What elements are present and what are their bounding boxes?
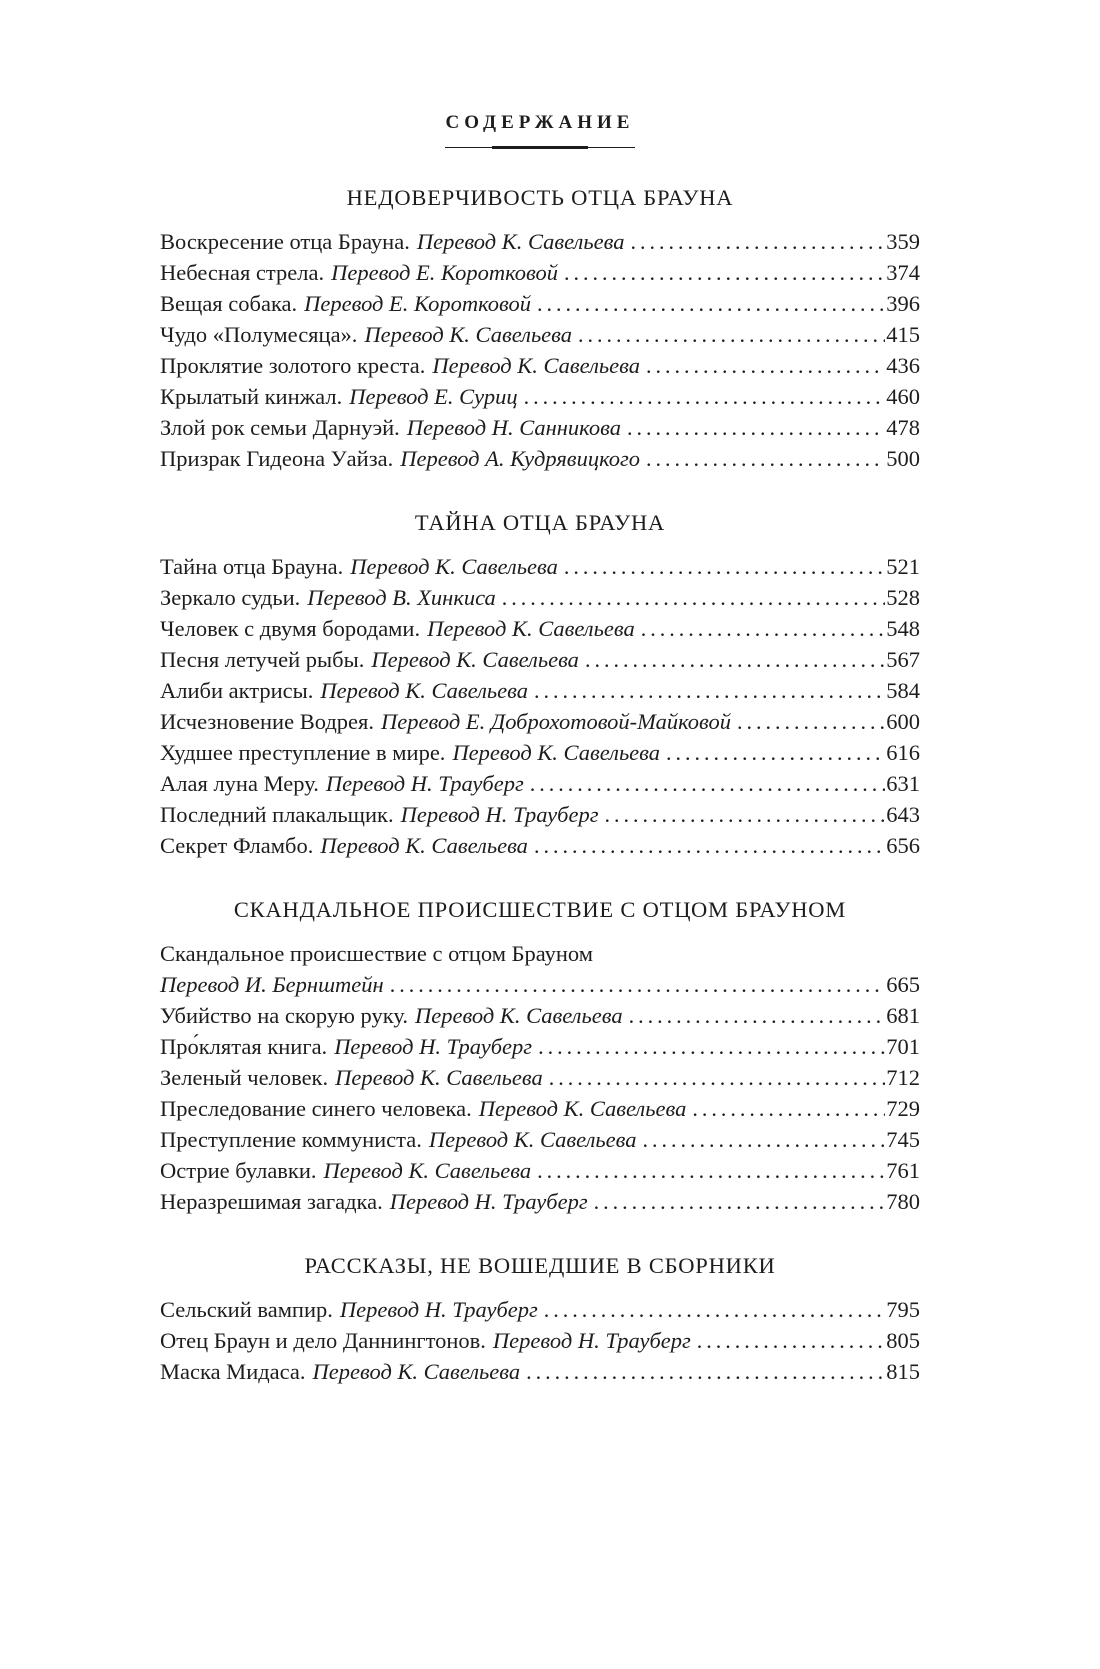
entry-translator: Перевод К. Савельева: [350, 554, 558, 579]
dot-leader: [564, 551, 885, 582]
dot-leader: [627, 412, 885, 443]
dot-leader: [549, 1062, 886, 1093]
toc-entry: [160, 768, 920, 799]
toc-entry: [160, 226, 920, 257]
toc-entry: [160, 799, 920, 830]
entry-title: Убийство на скорую руку.: [160, 1003, 408, 1028]
entry-title: Злой рок семьи Дарнуэй.: [160, 415, 400, 440]
entry-title: Зеркало судьи.: [160, 585, 301, 610]
dot-leader: [526, 1356, 885, 1387]
entry-translator: Перевод К. Савельева: [320, 833, 528, 858]
dot-leader: [534, 830, 885, 861]
entry-translator: Перевод К. Савельева: [312, 1359, 521, 1384]
page-number: 643: [886, 802, 920, 827]
dot-leader: [646, 350, 885, 381]
entry-translator: Перевод Н. Трауберг: [334, 1034, 533, 1059]
entry-title: Неразрешимая загадка.: [160, 1189, 383, 1214]
entry-title: Чудо «Полумесяца».: [160, 322, 358, 347]
dot-leader: [692, 1093, 885, 1124]
page-number: 681: [886, 1003, 920, 1028]
toc-entry: [160, 319, 920, 350]
dot-leader: [629, 1000, 886, 1031]
entry-translator: Перевод Е. Коротковой: [331, 260, 558, 285]
page-title: СОДЕРЖАНИЕ: [445, 112, 635, 133]
dot-leader: [530, 768, 886, 799]
entry-title: Зеленый человек.: [160, 1065, 329, 1090]
page-number: 528: [886, 585, 920, 610]
entry-translator: Перевод Е. Доброхотовой-Майковой: [380, 709, 731, 734]
entry-title: Песня летучей рыбы.: [160, 647, 365, 672]
toc-entry: [160, 1062, 920, 1093]
dot-leader: [578, 319, 885, 350]
toc-entry: [160, 706, 920, 737]
dot-leader: [594, 1186, 886, 1217]
toc-entry: [160, 381, 920, 412]
toc-section: [160, 185, 920, 474]
page-number: 745: [886, 1127, 920, 1152]
entry-title: Исчезновение Водрея.: [160, 709, 374, 734]
page-number: 631: [886, 771, 920, 796]
entry-title: Проклятие золотого креста.: [160, 353, 426, 378]
dot-leader: [390, 969, 886, 1000]
toc-entry: [160, 830, 920, 861]
entry-title: Небесная стрела.: [160, 260, 325, 285]
entry-translator: Перевод К. Савельева: [452, 740, 661, 765]
page-number: 548: [886, 616, 920, 641]
toc-entry: [160, 613, 920, 644]
dot-leader: [544, 1294, 885, 1325]
dot-leader: [666, 737, 885, 768]
entry-translator: Перевод К. Савельева: [478, 1096, 687, 1121]
page-number: 780: [886, 1189, 920, 1214]
page-number: 584: [886, 678, 920, 703]
page-number: 656: [886, 833, 920, 858]
entry-translator: Перевод К. Савельева: [371, 647, 579, 672]
page-number: 478: [886, 415, 920, 440]
entry-translator: Перевод Е. Суриц: [349, 384, 518, 409]
toc-entry: [160, 288, 920, 319]
entry-title: Сельский вампир.: [160, 1297, 333, 1322]
entry-translator: Перевод К. Савельева: [427, 616, 635, 641]
toc-entry: [160, 1294, 920, 1325]
dot-leader: [537, 288, 885, 319]
section-heading: ТАЙНА ОТЦА БРАУНА: [414, 510, 666, 535]
toc-entry-translator-line: [160, 969, 920, 1000]
toc-entry: [160, 443, 920, 474]
toc-entry: [160, 582, 920, 613]
entry-translator: Перевод А. Кудрявицкого: [400, 446, 641, 471]
entry-translator: Перевод Н. Трауберг: [492, 1328, 691, 1353]
entry-title: Алая луна Меру.: [160, 771, 319, 796]
entry-title: Вещая собака.: [160, 291, 298, 316]
dot-leader: [534, 675, 885, 706]
entry-title: Про́клятая книга.: [160, 1034, 328, 1059]
entry-translator: Перевод К. Савельева: [335, 1065, 543, 1090]
dot-leader: [641, 613, 886, 644]
toc-section: [160, 510, 920, 861]
entry-title: Преступление коммуниста.: [160, 1127, 422, 1152]
entry-translator: Перевод Н. Санникова: [406, 415, 621, 440]
dot-leader: [585, 644, 885, 675]
toc-section: [160, 1253, 920, 1387]
toc-section: [160, 897, 920, 1217]
dot-leader: [524, 381, 886, 412]
title-divider: [445, 146, 635, 149]
dot-leader: [538, 1031, 885, 1062]
entry-translator: Перевод К. Савельева: [428, 1127, 637, 1152]
toc-entry-two-line: [160, 938, 920, 1000]
entry-title: Крылатый кинжал.: [160, 384, 343, 409]
dot-leader: [697, 1325, 885, 1356]
toc-entry: [160, 1093, 920, 1124]
entry-translator: Перевод В. Хинкиса: [307, 585, 496, 610]
entry-title: Преследование синего человека.: [160, 1096, 472, 1121]
dot-leader: [737, 706, 885, 737]
page-number: 712: [886, 1065, 920, 1090]
dot-leader: [564, 257, 885, 288]
entry-translator: Перевод Н. Трауберг: [325, 771, 524, 796]
toc-entry: [160, 1186, 920, 1217]
page-number: 701: [886, 1034, 920, 1059]
toc-entry: [160, 675, 920, 706]
page-number: 460: [886, 384, 920, 409]
toc-entry-title-line: [160, 938, 920, 969]
page-number: 665: [886, 972, 920, 997]
page-number: 500: [886, 446, 920, 471]
entry-translator: Перевод К. Савельева: [414, 1003, 623, 1028]
toc-entry: [160, 350, 920, 381]
page-number: 616: [886, 740, 920, 765]
page-number: 761: [886, 1158, 920, 1183]
entry-translator: Перевод Н. Трауберг: [389, 1189, 588, 1214]
toc-entry: [160, 1031, 920, 1062]
dot-leader: [643, 1124, 886, 1155]
entry-translator: Перевод Н. Трауберг: [339, 1297, 538, 1322]
page-number: 815: [886, 1359, 920, 1384]
page-number: 600: [886, 709, 920, 734]
entry-translator: Перевод К. Савельева: [364, 322, 573, 347]
entry-title: Алиби актрисы.: [160, 678, 314, 703]
page-number: 359: [886, 229, 920, 254]
dot-leader: [604, 799, 885, 830]
divider-thick-rule: [492, 146, 588, 149]
entry-title: Худшее преступление в мире.: [160, 740, 446, 765]
entry-title: Воскресение отца Брауна.: [160, 229, 410, 254]
entry-title: Человек с двумя бородами.: [160, 616, 421, 641]
page-number: 729: [886, 1096, 920, 1121]
entry-title: Последний плакальщик.: [160, 802, 394, 827]
page-number: 436: [886, 353, 920, 378]
toc-entry: [160, 1155, 920, 1186]
toc-entry: [160, 1124, 920, 1155]
toc-entry: [160, 737, 920, 768]
entry-translator: Перевод К. Савельева: [323, 1158, 532, 1183]
page-number: 521: [886, 554, 920, 579]
entry-title: Острие булавки.: [160, 1158, 317, 1183]
entry-title: Маска Мидаса.: [160, 1359, 306, 1384]
section-heading: РАССКАЗЫ, НЕ ВОШЕДШИЕ В СБОРНИКИ: [304, 1253, 776, 1278]
entry-translator: Перевод К. Савельева: [432, 353, 641, 378]
page-number: 567: [886, 647, 920, 672]
toc-entry: [160, 257, 920, 288]
toc-entry: [160, 644, 920, 675]
page-number: 795: [886, 1297, 920, 1322]
entry-title: Тайна отца Брауна.: [160, 554, 344, 579]
entry-translator: Перевод Е. Коротковой: [304, 291, 532, 316]
page-number: 374: [886, 260, 920, 285]
entry-translator: Перевод К. Савельева: [320, 678, 528, 703]
toc-entry: [160, 1000, 920, 1031]
section-heading: НЕДОВЕРЧИВОСТЬ ОТЦА БРАУНА: [346, 185, 734, 210]
page-number: 396: [886, 291, 920, 316]
entry-translator: Перевод К. Савельева: [416, 229, 625, 254]
entry-title: Скандальное происшествие с отцом Брауном: [160, 941, 593, 966]
toc-entry: [160, 1325, 920, 1356]
entry-title: Призрак Гидеона Уайза.: [160, 446, 394, 471]
entry-translator: Перевод Н. Трауберг: [400, 802, 599, 827]
page-number: 805: [886, 1328, 920, 1353]
entry-title: Секрет Фламбо.: [160, 833, 314, 858]
toc-entry: [160, 551, 920, 582]
dot-leader: [630, 226, 885, 257]
section-heading: СКАНДАЛЬНОЕ ПРОИСШЕСТВИЕ С ОТЦОМ БРАУНОМ: [233, 897, 847, 922]
dot-leader: [537, 1155, 885, 1186]
toc-entry: [160, 1356, 920, 1387]
dot-leader: [646, 443, 885, 474]
toc-entry: [160, 412, 920, 443]
entry-title: Отец Браун и дело Даннингтонов.: [160, 1328, 486, 1353]
dot-leader: [502, 582, 885, 613]
entry-translator: Перевод И. Бернштейн: [160, 972, 384, 997]
page-number: 415: [886, 322, 920, 347]
